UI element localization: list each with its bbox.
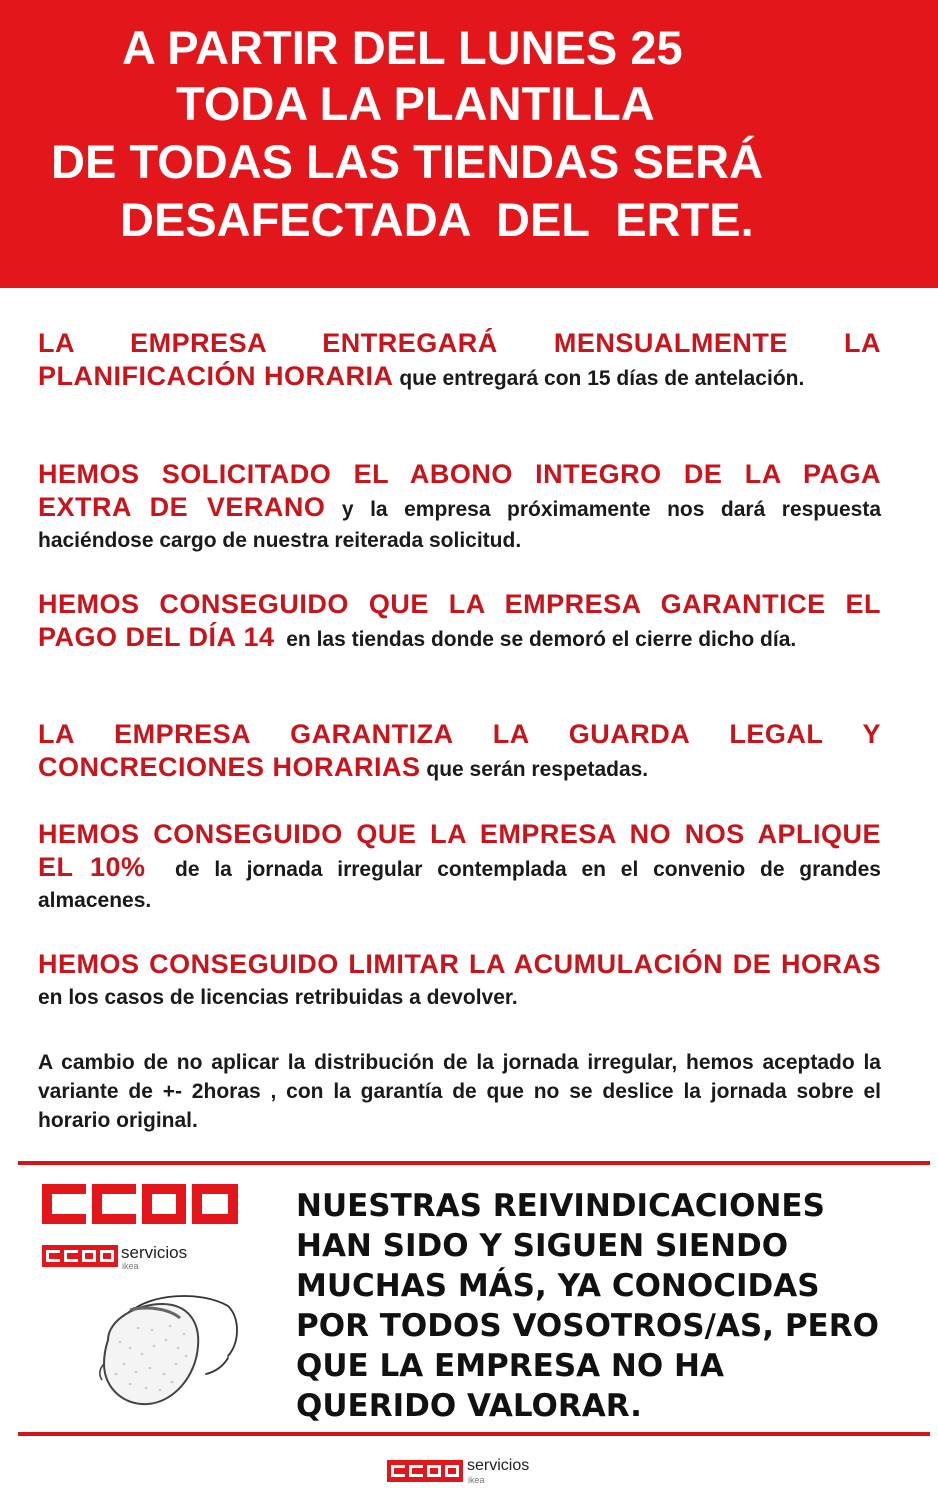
footer-division: servicios [467,1457,530,1474]
face-mask-icon [90,1284,242,1424]
headline-line-1: A PARTIR DEL LUNES 25 [122,21,683,74]
claims-line-3: MUCHAS MÁS, YA CONOCIDAS [296,1268,820,1304]
item-text: y la empresa próximamente nos dará respuesta haciéndose cargo de nuestra reiterada solicitud. [38,498,881,552]
claims-block [296,1186,926,1426]
headline-line-2: TODA LA PLANTILLA [176,77,655,130]
logo-division: servicios [121,1243,188,1262]
item-jornada-irregular [38,819,887,916]
claims-line-6: QUERIDO VALORAR. [296,1388,642,1424]
logo-sub: ikea [122,1261,139,1271]
item-text: de la jornada irregular contemplada en el convenio de grandes almacenes. [38,858,887,912]
claims-line-1: NUESTRAS REIVINDICACIONES [296,1188,825,1224]
item-paga-extra [38,459,881,556]
ccoo-logo [42,1184,238,1224]
claims-line-4: POR TODOS VOSOTROS/AS, PERO [296,1308,879,1344]
item-highlight: HEMOS SOLICITADO EL ABONO INTEGRO DE LA PAGA EXTRA DE VERANO [38,459,881,522]
headline-line-3: DE TODAS LAS TIENDAS SERÁ [51,135,764,188]
claims-line-5: QUE LA EMPRESA NO HA [296,1348,724,1384]
item-acumulacion-horas [38,949,893,1013]
header-banner [0,0,938,288]
item-text: en los casos de licencias retribuidas a devolver. [38,955,893,1009]
item-text: que serán respetadas. [420,758,649,781]
item-dia-14 [38,589,881,655]
claims-line-2: HAN SIDO Y SIGUEN SIENDO [296,1228,789,1264]
item-text: en las tiendas donde se demoró el cierre dicho día. [274,628,797,651]
item-text: que entregará con 15 días de antelación. [393,367,805,390]
divider-top [18,1161,930,1165]
item-highlight: LA EMPRESA ENTREGARÁ MENSUALMENTE LA PLANIFICACIÓN HORARIA [38,328,881,391]
item-highlight: HEMOS CONSEGUIDO QUE LA EMPRESA GARANTICE EL PAGO DEL DÍA 14 [38,589,881,652]
item-guarda-legal [38,719,881,785]
footer-sub: ikea [468,1475,485,1485]
closing-paragraph: A cambio de no aplicar la distribución de la jornada irregular, hemos aceptado la variante de +- 2horas , con la garantía de que no se deslice la jornada sobre el horario original. [38,1051,881,1132]
ccoo-small-icon [42,1245,118,1267]
item-planificacion [38,328,881,394]
headline-line-4: DESAFECTADA DEL ERTE. [120,193,754,246]
item-highlight: HEMOS CONSEGUIDO LIMITAR LA ACUMULACIÓN DE HORAS [38,949,881,979]
divider-bottom [18,1432,930,1436]
item-highlight: HEMOS CONSEGUIDO QUE LA EMPRESA NO NOS APLIQUE EL 10% [38,819,881,882]
item-highlight: LA EMPRESA GARANTIZA LA GUARDA LEGAL Y CONCRECIONES HORARIAS [38,719,881,782]
ccoo-servicios-logo [42,1245,242,1275]
footer-ccoo-icon [387,1460,463,1482]
